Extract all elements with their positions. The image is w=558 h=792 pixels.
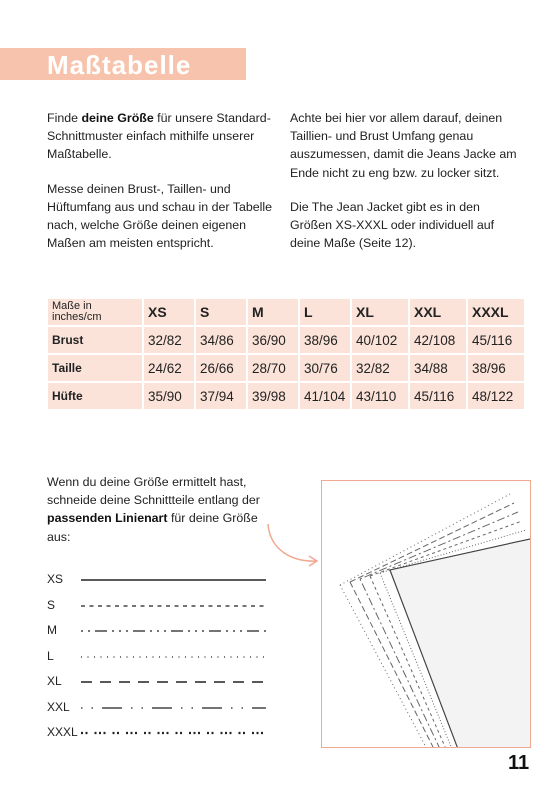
table-cell: 32/82	[144, 327, 194, 353]
table-cell: 41/104	[300, 383, 350, 409]
table-cell: 30/76	[300, 355, 350, 381]
size-table-header	[48, 299, 524, 325]
arrow-icon	[262, 520, 324, 570]
dot-dash-line-icon	[81, 703, 271, 713]
solid-line-icon	[81, 575, 271, 585]
legend-item-m	[47, 623, 277, 649]
table-cell: 32/82	[352, 355, 408, 381]
legend-item-xs	[47, 572, 277, 598]
legend-item-xxxl	[47, 725, 277, 751]
instructions-text: Wenn du deine Größe ermittelt hast, schneide deine Schnittteile entlang der	[47, 475, 260, 508]
legend-item-s	[47, 598, 277, 624]
size-header-xxl: XXL	[410, 299, 466, 325]
table-row	[48, 383, 524, 409]
dashed-line-icon	[81, 601, 271, 611]
table-cell: 45/116	[468, 327, 524, 353]
legend-item-xxl	[47, 700, 277, 726]
size-table	[46, 297, 526, 411]
row-label-huefte: Hüfte	[48, 383, 142, 409]
pattern-cutline-illustration	[321, 480, 531, 748]
row-label-brust: Brust	[48, 327, 142, 353]
long-dash-line-icon	[81, 677, 271, 687]
table-cell: 34/86	[196, 327, 246, 353]
table-cell: 39/98	[248, 383, 298, 409]
intro-text-cont: für unsere Standard-Schnittmuster einfach mithilfe unserer Maßtabelle.	[47, 111, 271, 162]
table-cell: 35/90	[144, 383, 194, 409]
intro-left-column	[47, 109, 272, 268]
table-cell: 43/110	[352, 383, 408, 409]
legend-label: XS	[47, 572, 64, 586]
legend-label: L	[47, 648, 54, 663]
table-cell: 24/62	[144, 355, 194, 381]
legend-label: XXL	[47, 699, 70, 714]
table-cell: 38/96	[300, 327, 350, 353]
table-cell: 28/70	[248, 355, 298, 381]
legend-label: S	[47, 597, 56, 612]
size-header-xxxl: XXXL	[468, 299, 524, 325]
table-cell: 36/90	[248, 327, 298, 353]
instructions-text-cont: für deine Größe aus:	[47, 511, 258, 544]
table-cell: 26/66	[196, 355, 246, 381]
legend-item-xl	[47, 674, 277, 700]
table-cell: 42/108	[410, 327, 466, 353]
dotted-line-icon	[81, 652, 271, 662]
legend-label: M	[47, 623, 57, 637]
size-header-l: L	[300, 299, 350, 325]
table-cell: 40/102	[352, 327, 408, 353]
size-header-xl: XL	[352, 299, 408, 325]
legend-label: XXXL	[47, 725, 78, 739]
intro-bold-text: deine Größe	[81, 111, 154, 125]
page-title: Maßtabelle	[47, 50, 192, 80]
table-cell: 45/116	[410, 383, 466, 409]
cutting-instructions	[47, 473, 277, 546]
measure-tip-paragraph: Achte bei hier vor allem darauf, deinen Taillien- und Brust Umfang genau auszumessen, damit die Jeans Jacke am Ende nicht zu eng bzw. zu locker sitzt.	[290, 111, 517, 180]
table-cell: 37/94	[196, 383, 246, 409]
intro-paragraph-2: Messe deinen Brust-, Taillen- und Hüftumfang aus und schau in der Tabelle nach, welche Größe deinen eigenen Maßen am meisten entspricht.	[47, 181, 273, 251]
instructions-bold-text: passenden Linienart	[47, 511, 168, 526]
legend-item-l	[47, 649, 277, 675]
unit-label: Maße in inches/cm	[48, 299, 142, 325]
table-cell: 48/122	[468, 383, 524, 409]
page-number: 11	[508, 752, 530, 774]
line-type-legend	[47, 572, 277, 751]
table-cell: 38/96	[468, 355, 524, 381]
pattern-corner-icon	[322, 481, 531, 748]
size-header-xs: XS	[144, 299, 194, 325]
legend-label: XL	[47, 674, 62, 688]
row-label-taille: Taille	[48, 355, 142, 381]
table-row	[48, 355, 524, 381]
dash-dot-line-icon	[81, 626, 271, 636]
dot-group-line-icon	[81, 728, 271, 738]
table-cell: 34/88	[410, 355, 466, 381]
size-header-s: S	[196, 299, 246, 325]
table-row	[48, 327, 524, 353]
size-header-m: M	[248, 299, 298, 325]
intro-paragraph-1	[47, 109, 272, 164]
intro-right-column	[290, 109, 520, 268]
size-range-paragraph: Die The Jean Jacket gibt es in den Größen XS-XXXL oder individuell auf deine Maße (Seite 12).	[290, 199, 495, 251]
intro-text: Finde	[47, 111, 82, 125]
